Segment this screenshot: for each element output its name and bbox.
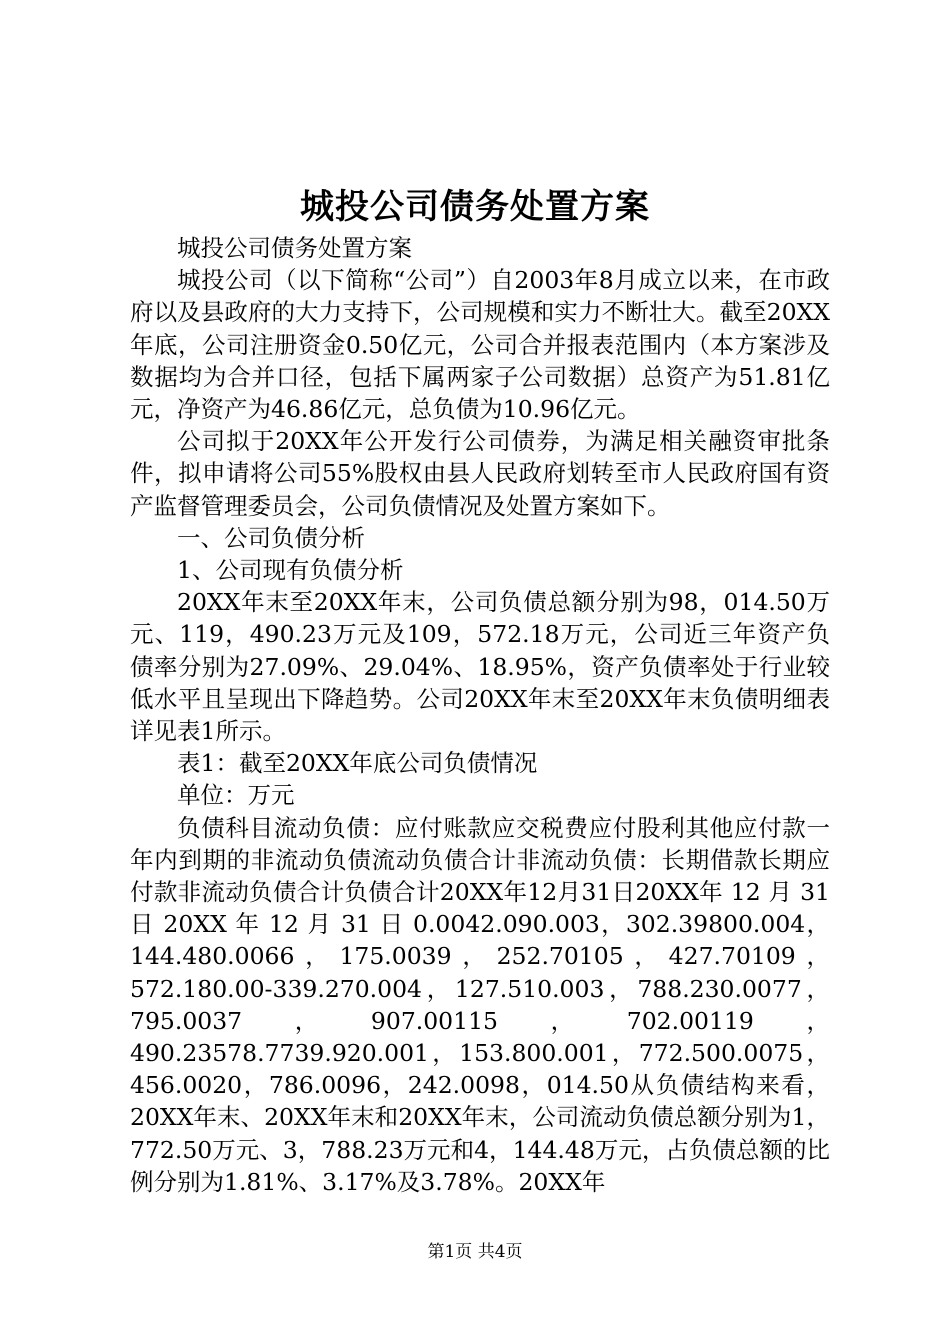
paragraph-debt-totals: 20XX年末至20XX年末，公司负债总额分别为98，014.50万元、119，490.23万元及109，572.18万元，公司近三年资产负债率分别为27.09%、29.04%、18.95%，资产负债率处于行业较低水平且呈现出下降趋势。公司20XX年末至20XX年末负债明细表详见表1所示。	[130, 588, 830, 746]
table-caption: 表1：截至20XX年底公司负债情况	[177, 749, 538, 778]
table-unit: 单位：万元	[177, 781, 295, 810]
document-title: 城投公司债务处置方案	[300, 187, 650, 227]
paragraph-bond-plan: 公司拟于20XX年公开发行公司债券，为满足相关融资审批条件，拟申请将公司55%股权由县人民政府划转至市人民政府国有资产监督管理委员会，公司负债情况及处置方案如下。	[130, 427, 830, 520]
document-body	[130, 232, 830, 1198]
paragraph-subtitle: 城投公司债务处置方案	[177, 234, 412, 262]
section-heading-debt-analysis: 一、公司负债分析	[177, 523, 365, 552]
paragraph-company-overview: 城投公司（以下简称“公司”）自2003年8月成立以来，在市政府以及县政府的大力支持下，公司规模和实力不断壮大。截至20XX年底，公司注册资金0.50亿元，公司合并报表范围内（本方案涉及数据均为合并口径，包括下属两家子公司数据）总资产为51.81亿元，净资产为46.86亿元，总负债为10.96亿元。	[130, 266, 830, 424]
page-footer: 第1页 共4页	[427, 1242, 523, 1262]
subsection-heading-existing-debt: 1、公司现有负债分析	[177, 556, 404, 585]
paragraph-debt-table-text: 负债科目流动负债：应付账款应交税费应付股利其他应付款一年内到期的非流动负债流动负债合计非流动负债：长期借款长期应付款非流动负债合计负债合计20XX年12月31日20XX年 12 月 31 日 20XX 年 12 月 31 日 0.0042.090.003，302.39800.004，144.480.0066，175.0039，252.70105，427.70109，572.180.00-339.270.004，127.510.003，788.230.0077，795.0037，907.00115，702.00119，490.23578.7739.920.001，153.800.001，772.500.0075，456.0020，786.0096，242.0098，014.50从负债结构来看，20XX年末、20XX年末和20XX年末，公司流动负债总额分别为1，772.50万元、3，788.23万元和4，144.48万元，占负债总额的比例分别为1.81%、3.17%及3.78%。20XX年	[130, 813, 830, 1196]
